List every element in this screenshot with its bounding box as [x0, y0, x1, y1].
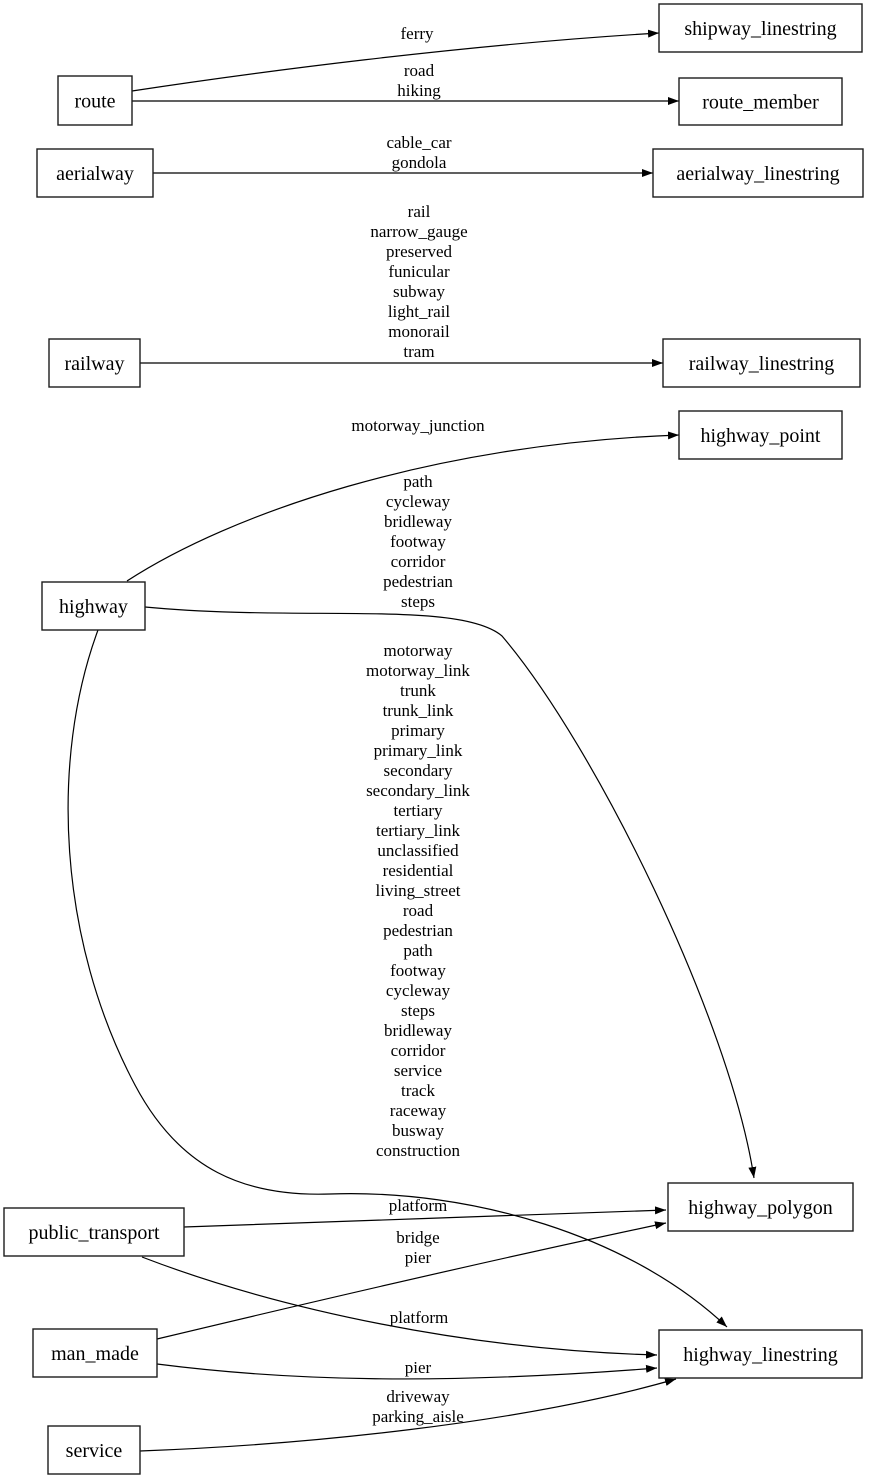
- edge-label-route-to-shipway_linestring: ferry: [400, 24, 434, 43]
- node-label-shipway_linestring: shipway_linestring: [684, 18, 837, 40]
- node-highway_linestring: [659, 1330, 862, 1378]
- edge-line-public_transport-to-highway_linestring: [142, 1257, 657, 1355]
- node-railway_linestring: [663, 339, 860, 387]
- edge-label-man_made-to-highway_polygon: bridge pier: [396, 1228, 440, 1267]
- edge-label-public_transport-to-highway_linestring: platform: [389, 1308, 449, 1327]
- edge-label-aerialway-to-aerialway_linestring: cable_car gondola: [386, 133, 452, 172]
- node-label-route: route: [74, 90, 116, 113]
- edge-label-man_made-to-highway_linestring: pier: [404, 1358, 432, 1377]
- node-shipway_linestring: [659, 4, 862, 52]
- edge-aerialway-to-aerialway_linestring: [153, 133, 653, 173]
- edge-label-highway-to-highway_point: motorway_junction: [351, 416, 485, 435]
- edge-label-highway-to-highway_linestring: motorway motorway_link trunk trunk_link primary primary_link secondary secondary_link tertiary tertiary_link unclassified residential living_street road pedestrian path footway cycleway steps bridleway corridor service track raceway busway construction: [366, 641, 470, 1160]
- node-railway: [49, 339, 140, 387]
- node-label-highway_polygon: highway_polygon: [688, 1197, 833, 1219]
- edge-label-service-to-highway_linestring: driveway parking_aisle: [372, 1387, 464, 1426]
- node-label-railway_linestring: railway_linestring: [688, 353, 835, 375]
- node-label-public_transport: public_transport: [28, 1222, 160, 1244]
- node-label-service: service: [65, 1440, 123, 1462]
- node-label-highway: highway: [59, 596, 128, 618]
- node-route_member: [679, 78, 842, 125]
- edge-label-public_transport-to-highway_polygon: platform: [388, 1196, 448, 1215]
- node-label-highway_point: highway_point: [700, 425, 821, 447]
- edge-public_transport-to-highway_polygon: [184, 1196, 666, 1227]
- edge-public_transport-to-highway_linestring: [142, 1257, 657, 1355]
- edge-label-railway-to-railway_linestring: rail narrow_gauge preserved funicular subway light_rail monorail tram: [370, 202, 468, 361]
- node-label-route_member: route_member: [702, 91, 819, 114]
- node-man_made: [33, 1329, 157, 1377]
- node-label-highway_linestring: highway_linestring: [683, 1344, 838, 1366]
- edge-man_made-to-highway_linestring: [157, 1358, 657, 1379]
- node-service: [48, 1426, 140, 1474]
- edge-route-to-route_member: [132, 61, 679, 101]
- node-highway_point: [679, 411, 842, 459]
- edge-service-to-highway_linestring: [140, 1379, 676, 1451]
- edge-line-route-to-shipway_linestring: [132, 33, 659, 91]
- edge-railway-to-railway_linestring: [140, 202, 663, 363]
- node-label-railway: railway: [64, 353, 125, 375]
- edge-label-highway-to-highway_polygon: path cycleway bridleway footway corridor pedestrian steps: [383, 472, 453, 611]
- node-highway_polygon: [668, 1183, 853, 1231]
- edge-label-route-to-route_member: road hiking: [397, 61, 441, 100]
- node-label-man_made: man_made: [51, 1343, 139, 1365]
- node-label-aerialway_linestring: aerialway_linestring: [676, 163, 840, 185]
- edge-route-to-shipway_linestring: [132, 24, 659, 91]
- node-public_transport: [4, 1208, 184, 1256]
- node-highway: [42, 582, 145, 630]
- node-label-aerialway: aerialway: [56, 163, 134, 185]
- node-aerialway: [37, 149, 153, 197]
- node-route: [58, 76, 132, 125]
- node-aerialway_linestring: [653, 149, 863, 197]
